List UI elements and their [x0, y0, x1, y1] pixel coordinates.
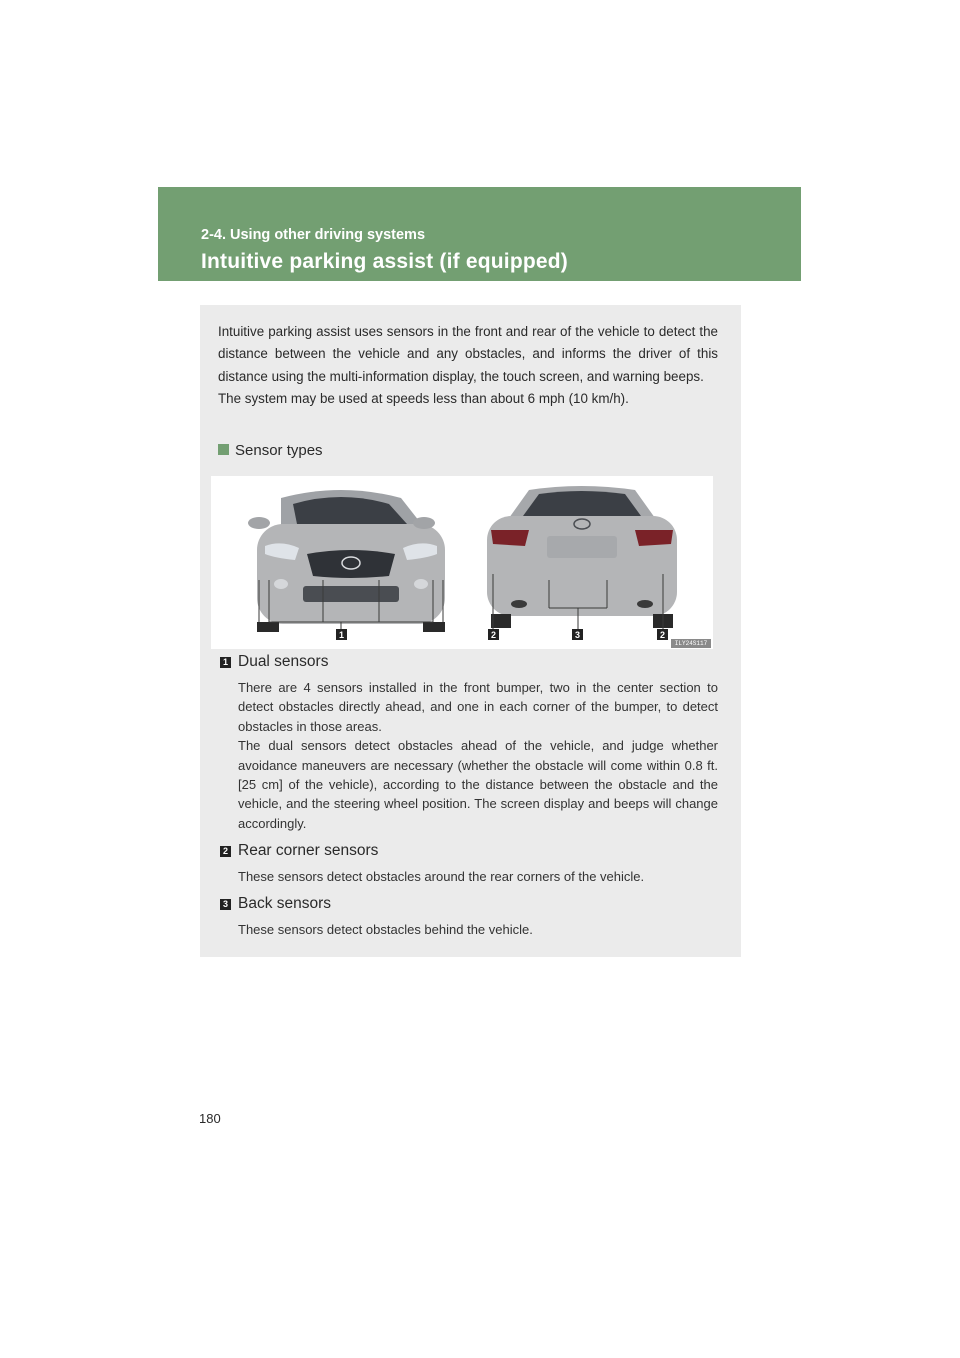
item-description [238, 867, 718, 886]
item-number-badge: 1 [220, 657, 231, 668]
rear-car-image [487, 486, 677, 628]
page-title: Intuitive parking assist (if equipped) [201, 250, 568, 273]
callout-label: 2 [490, 630, 497, 640]
intro-paragraph: The system may be used at speeds less than about 6 mph (10 km/h). [218, 391, 629, 407]
callout-badge-2-right [657, 629, 668, 640]
square-bullet-icon [218, 444, 229, 455]
intro-text [218, 321, 718, 411]
content-panel [200, 305, 741, 957]
front-car-image [248, 490, 445, 632]
item-number-badge: 3 [220, 899, 231, 910]
callout-badge-1 [336, 629, 347, 640]
callout-badge-2-left [488, 629, 499, 640]
section-title: 2-4. Using other driving systems [201, 227, 426, 243]
page-number: 180 [199, 1111, 221, 1126]
subheading-label: Sensor types [235, 442, 323, 459]
sensor-figure [211, 476, 713, 649]
callout-badge-3 [572, 629, 583, 640]
car-illustration [211, 476, 713, 649]
callout-label: 1 [338, 630, 345, 640]
item-paragraph: These sensors detect obstacles behind the vehicle. [238, 922, 533, 937]
item-description [238, 920, 718, 939]
figure-code: ILY24S117 [671, 639, 711, 648]
item-description [238, 678, 718, 833]
item-title: Back sensors [238, 895, 332, 912]
item-paragraph: There are 4 sensors installed in the front bumper, two in the center section to detect obstacles directly ahead, and one in each corner of the bumper, to detect obstacles in those areas. [238, 680, 718, 734]
callout-label: 2 [659, 630, 666, 640]
item-paragraph: The dual sensors detect obstacles ahead of the vehicle, and judge whether avoidance maneuvers are necessary (whether the obstacle will come within 0.8 ft. [25 cm] of the vehicle), according to the distance between the obstacle and the vehicle, and the steering wheel position. The screen display and beeps will change accordingly. [238, 738, 718, 831]
item-title: Rear corner sensors [238, 842, 379, 859]
item-paragraph: These sensors detect obstacles around the rear corners of the vehicle. [238, 869, 645, 884]
item-title: Dual sensors [238, 653, 329, 670]
intro-paragraph: Intuitive parking assist uses sensors in the front and rear of the vehicle to detect the distance between the vehicle and any obstacles, and informs the driver of this distance using the multi-information display, the touch screen, and warning beeps. [218, 324, 718, 384]
callout-label: 3 [574, 630, 581, 640]
chapter-header [158, 187, 801, 281]
sensor-types-heading [218, 442, 323, 459]
item-number-badge: 2 [220, 846, 231, 857]
